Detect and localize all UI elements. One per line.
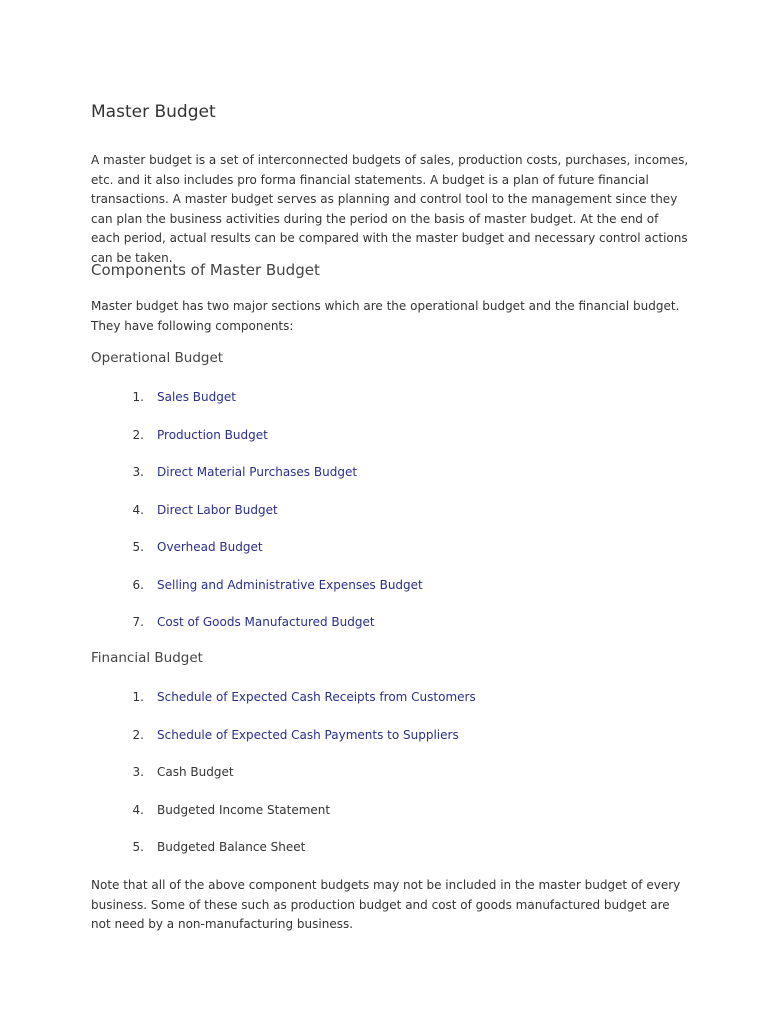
intro-paragraph: A master budget is a set of interconnected budgets of sales, production costs, purchases, incomes, etc. and it also includes pro forma financial statements. A budget is a plan of future financial transactions. A master budget serves as planning and control tool to the management since they can plan the business activities during the period on the basis of master budget. At the end of each period, actual results can be compared with the master budget and necessary control actions can be taken.	[91, 153, 689, 265]
list-item-link[interactable]: Direct Material Purchases Budget	[157, 465, 358, 479]
list-item-label: Budgeted Balance Sheet	[157, 840, 306, 854]
list-item-number: 3.	[132, 465, 144, 479]
components-heading: Components of Master Budget	[91, 261, 320, 279]
list-item-label: Cash Budget	[157, 765, 234, 779]
list-item-number: 5.	[132, 840, 144, 854]
list-item-number: 1.	[132, 690, 144, 704]
list-item-number: 4.	[132, 802, 144, 817]
list-item-link[interactable]: Schedule of Expected Cash Receipts from Customers	[157, 690, 476, 704]
list-item-number: 5.	[132, 540, 144, 554]
list-item-link[interactable]: Selling and Administrative Expenses Budget	[157, 577, 423, 592]
page-title: Master Budget	[91, 102, 216, 122]
note-paragraph: Note that all of the above component budgets may not be included in the master budget of every business. Some of these such as production budget and cost of goods manufactured budget are not need by a non-manufacturing business.	[91, 878, 681, 931]
list-item-link[interactable]: Schedule of Expected Cash Payments to Suppliers	[157, 727, 459, 742]
list-item-label: Budgeted Income Statement	[157, 802, 331, 817]
operational-budget-heading: Operational Budget	[91, 350, 224, 366]
list-item-link[interactable]: Direct Labor Budget	[157, 502, 278, 517]
components-paragraph: Master budget has two major sections which are the operational budget and the financial budget. They have following components:	[91, 299, 680, 333]
financial-budget-heading: Financial Budget	[91, 650, 203, 666]
list-item-link[interactable]: Production Budget	[157, 427, 268, 442]
list-item-link[interactable]: Sales Budget	[157, 390, 236, 404]
list-item-number: 7.	[132, 615, 144, 629]
list-item-number: 1.	[132, 390, 144, 404]
list-item-number: 2.	[132, 427, 144, 442]
list-item-number: 4.	[132, 502, 144, 517]
list-item-link[interactable]: Cost of Goods Manufactured Budget	[157, 615, 375, 629]
list-item-number: 2.	[132, 727, 144, 742]
list-item-number: 3.	[132, 765, 144, 779]
list-item-number: 6.	[132, 577, 144, 592]
list-item-link[interactable]: Overhead Budget	[157, 540, 263, 554]
